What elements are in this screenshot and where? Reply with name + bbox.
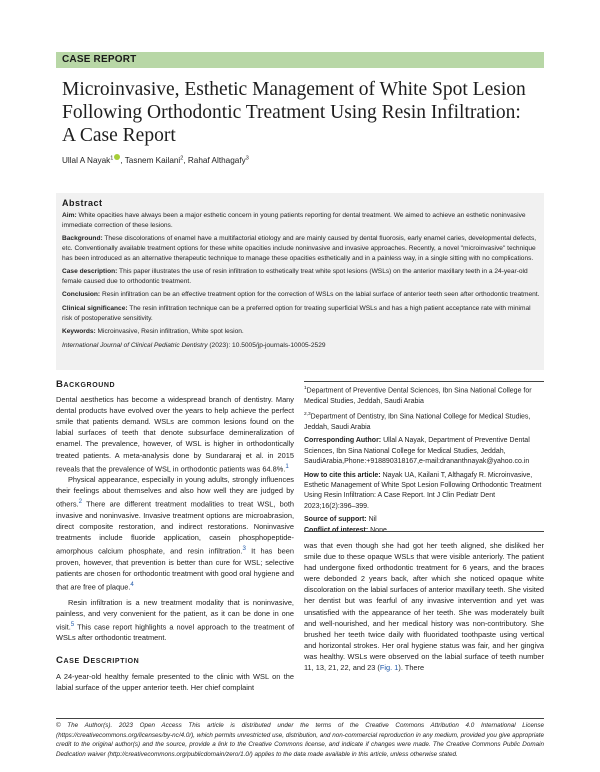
left-column	[56, 379, 294, 693]
affiliation-block	[304, 384, 544, 536]
abstract-aim	[62, 211, 540, 230]
title-line-2: Following Orthodontic Treatment Using Resin Infiltration:	[62, 102, 521, 123]
clinical-label: Clinical significance:	[62, 304, 128, 312]
journal-name: International Journal of Clinical Pediatric Dentistry	[62, 341, 208, 349]
conclusion-text: Resin infiltration can be an effective treatment option for the correction of WSLs on the labial surface of anterior teeth seen after orthodontic treatment.	[100, 291, 540, 299]
heading-rest: ase	[63, 655, 83, 667]
source-of-support	[304, 515, 544, 525]
background-paragraph-2	[56, 474, 294, 592]
support-label: Source of support:	[304, 516, 367, 524]
affiliation-number: 1	[304, 386, 307, 391]
how-to-cite	[304, 471, 544, 513]
background-paragraph-3	[56, 597, 294, 644]
reference-link[interactable]: 5	[70, 620, 75, 628]
abstract-heading: Abstract	[62, 198, 103, 208]
author-3-affiliation: 3	[245, 155, 249, 162]
paragraph-text: Dental aesthetics has become a widespread branch of dentistry. Many dental products have evolved over the years to help achieve the perfect smile that patients demand. WSLs are common lesions found on the labial surfaces of teeth that denote subsurface demineralization of enamel. The prevalence, however, of WSL is higher in orthodontically treated patients. A meta-analysis done by Sundararaj et al. in 2015 reveals that the prevalence of WSL in orthodontic patients was 64.8%.	[56, 395, 294, 474]
author-separator: ,	[183, 156, 188, 165]
author-2-affiliation: 2	[180, 155, 184, 162]
reference-link[interactable]: 3	[242, 545, 246, 553]
abstract-body	[62, 211, 540, 354]
corresponding-text: Ullal A Nayak, Department of Preventive Dental Sciences, Ibn Sina National College for Medical Studies, Jeddah, SaudiArabia,Phone:+918890318167,e-mail:drananthnayak@yahoo.co.in	[304, 437, 530, 466]
footer-rule	[56, 718, 544, 719]
author-separator: ,	[120, 156, 125, 165]
article-type-banner	[56, 52, 544, 68]
article-type-label: CASE REPORT	[62, 54, 137, 65]
figure-reference-link[interactable]: Fig. 1	[379, 663, 399, 673]
journal-doi[interactable]: (2023): 10.5005/jp-journals-10005-2529	[207, 341, 326, 349]
paragraph-text: was that even though she had got her teeth aligned, she disliked her smile due to these opaque WSLs that were visible anteriorly. The patient had undergone fixed orthodontic treatment for 6 years, and the braces were debonded 2 years back, after which she noticed opaque white discoloration on the labial surfaces of anterior maxillary teeth. She visited her dentist but was fearful of any invasive intervention and yet was unsatisfied with the appearance of her teeth. She was moderately built and well-nourished, and her medical history was non-contributory. She brushed her teeth twice daily with fluoridated toothpaste using vertical and horizontal strokes. Her oral hygiene status was fair, and her gingiva was healthy. WSLs were observed on the labial surface of teeth number 11, 13, 21, 22, and 23 (	[304, 541, 544, 673]
background-paragraph-1	[56, 394, 294, 474]
heading-initial: B	[56, 379, 64, 390]
article-title	[62, 78, 542, 147]
author-1[interactable]: Ullal A Nayak	[62, 156, 111, 165]
paragraph-text: Physical appearance, especially in young adults, strongly influences their feelings about themselves and also how well they are judged by others.	[56, 475, 294, 509]
case-paragraph-1: A 24-year-old healthy female presented to the clinic with WSL on the labial surface of the upper anterior teeth. Her chief complaint	[56, 671, 294, 692]
journal-citation	[62, 341, 540, 351]
case-text: This paper illustrates the use of resin infiltration to esthetically treat white spot lesions (WSLs) on the anterior maxillary teeth in a 24-year-old female caused due to orthodontic treatment.	[62, 268, 528, 285]
paragraph-text: ). There	[398, 663, 425, 673]
affiliation-rule	[304, 381, 544, 382]
reference-link[interactable]: 2	[78, 498, 83, 506]
case-paragraph-continued	[304, 540, 544, 673]
heading-rest: escription	[90, 655, 140, 667]
abstract-background	[62, 234, 540, 263]
abstract-clinical	[62, 304, 540, 323]
abstract-conclusion	[62, 290, 540, 300]
abstract-keywords	[62, 327, 540, 337]
conflict-label: Conflict of interest:	[304, 526, 369, 534]
affiliation-text: Department of Dentistry, Ibn Sina National College for Medical Studies, Jeddah, Saudi Arabia	[304, 413, 531, 431]
author-3[interactable]: Rahaf Althagafy	[187, 156, 246, 165]
affiliation-text: Department of Preventive Dental Sciences, Ibn Sina National College for Medical Studies, Jeddah, Saudi Arabia	[304, 387, 532, 405]
paragraph-text: Resin infiltration is a new treatment modality that is noninvasive, painless, and very convenient for the patient, as it can be done in one visit.	[56, 597, 294, 632]
reference-link[interactable]: 1	[285, 462, 289, 470]
affiliation-2	[304, 410, 544, 433]
background-text: These discolorations of enamel have a multifactorial etiology and are mainly caused by dental fluorosis, early enamel caries, developmental defects, etc. Conventionally available treatment options for these white opacities include noninvasive and invasive approaches. Recently, a novel "microinvasive" technique has been introduced as an alternative therapeutic technique to manage these opacities esthetically and in a painless way, in a single sitting with no complications.	[62, 235, 537, 262]
background-label: Background:	[62, 235, 103, 243]
keywords-text: Microinvasive, Resin infiltration, White spot lesion.	[95, 328, 244, 336]
cite-label: How to cite this article:	[304, 471, 381, 479]
paragraph-text: It has been proven, however, that prevention is better than cure for WSL; selective patients are chosen for orthodontic treatment with good oral hygiene and that are free of plaque.	[56, 546, 294, 592]
title-line-1: Microinvasive, Esthetic Management of White Spot Lesion	[62, 79, 526, 100]
conflict-text: None	[368, 526, 387, 534]
support-text: Nil	[366, 516, 377, 524]
corresponding-label: Corresponding Author:	[304, 437, 382, 445]
abstract-box	[56, 193, 544, 370]
keywords-label: Keywords:	[62, 328, 96, 336]
right-column-body	[304, 540, 544, 673]
case-description-heading	[56, 655, 294, 666]
affiliation-1	[304, 384, 544, 407]
conclusion-label: Conclusion:	[62, 291, 101, 299]
cite-text: Nayak UA, Kailani T, Althagafy R. Microinvasive, Esthetic Management of White Spot Lesion Following Orthodontic Treatment Using Resin Infiltration: A Case Report. Int J Clin Pediatr Dent 2023;16(2):396–399.	[304, 471, 542, 510]
affiliation-bottom-rule	[304, 531, 544, 532]
aim-text: White opacities have always been a major esthetic concern in young patients reporting for dental treatment. We aimed to achieve an esthetic noninvasive immediate correction of these lesions.	[62, 212, 526, 229]
heading-initial: D	[83, 655, 91, 667]
author-list	[62, 154, 249, 165]
paragraph-text: This case report highlights a novel approach to the treatment of WSLs after orthodontic treatment.	[56, 622, 294, 643]
title-line-3: A Case Report	[62, 125, 176, 146]
clinical-text: The resin infiltration technique can be a preferred option for treating superficial WSLs and has a high patient acceptance rate with minimal risk of postoperative sensitivity.	[62, 304, 531, 322]
heading-initial: C	[56, 655, 64, 667]
paragraph-text: There are different treatment modalities to treat WSL, both invasive and noninvasive. Invasive treatment options are microabrasion, direct composite restoration, and indirect restorations. Noninvasive treatments include fluoride application, casein phosphopeptide-amorphous calcium phosphate, and resin infiltration.	[56, 499, 294, 556]
author-2[interactable]: Tasnem Kailani	[124, 156, 181, 165]
case-label: Case description:	[62, 268, 118, 276]
corresponding-author	[304, 436, 544, 467]
author-1-affiliation: 1	[110, 155, 114, 162]
background-heading	[56, 379, 294, 390]
reference-link[interactable]: 4	[130, 581, 134, 588]
license-footer: © The Author(s). 2023 Open Access This article is distributed under the terms of the Creative Commons Attribution 4.0 International License (https://creativecommons.org/licenses/by-nc/4.0/), which permits unrestricted use, distribution, and non-commercial reproduction in any medium, provided you give appropriate credit to the original author(s) and the source, provide a link to the Creative Commons license, and indicate if changes were made. The Creative Commons Public Domain Dedication waiver (http://creativecommons.org/publicdomain/zero/1.0/) applies to the data made available in this article, unless otherwise stated.	[56, 722, 544, 758]
heading-rest: ackground	[63, 379, 116, 390]
aim-label: Aim:	[62, 212, 77, 219]
abstract-case	[62, 267, 540, 286]
affiliation-number: 2,3	[304, 412, 311, 418]
